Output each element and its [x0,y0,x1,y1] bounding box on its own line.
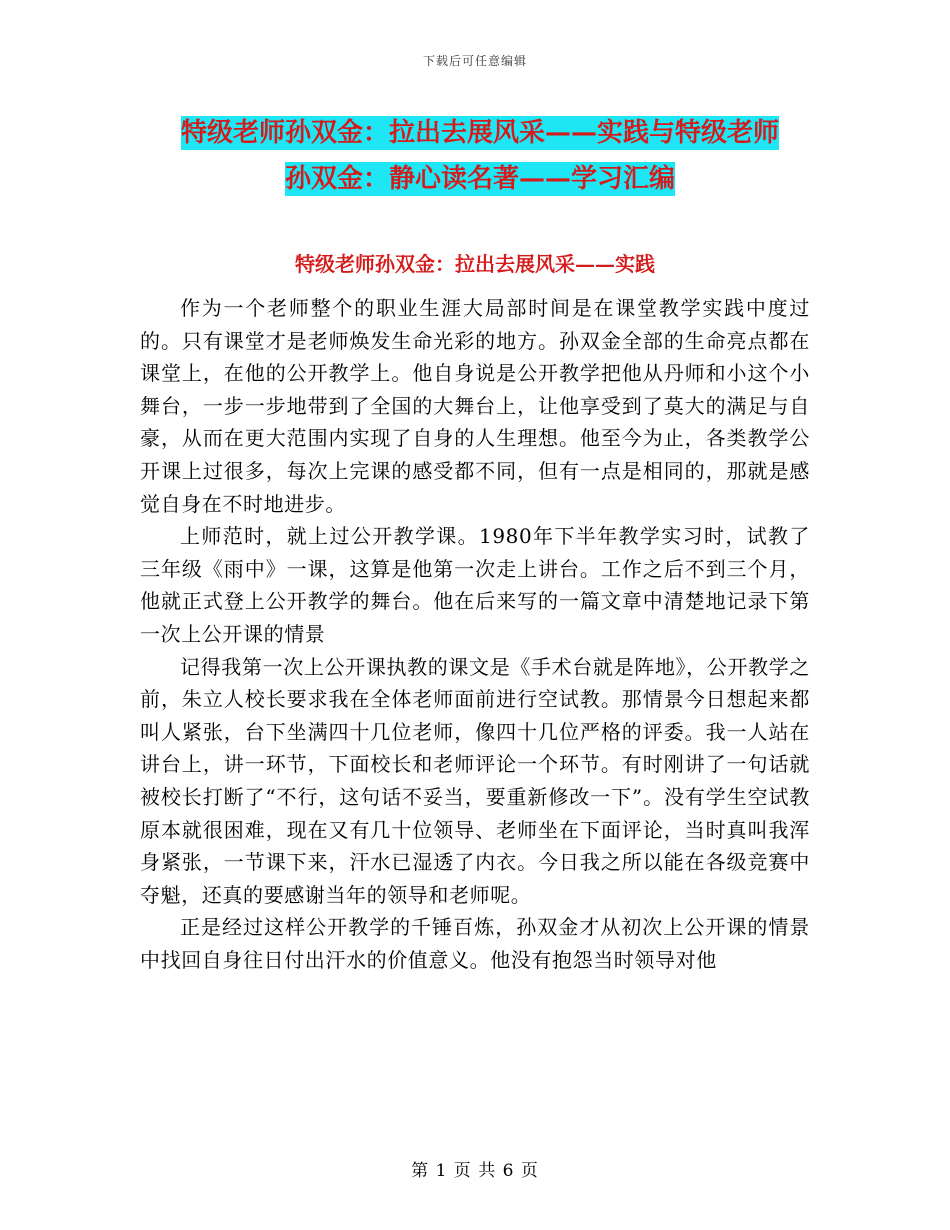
paragraph: 上师范时，就上过公开教学课。1980年下半年教学实习时，试教了三年级《雨中》一课，这算是他第一次走上讲台。工作之后不到三个月，他就正式登上公开教学的舞台。他在后来写的一篇文章中清楚地记录下第一次上公开课的情景 [140,524,810,646]
page-number: 第 1 页 共 6 页 [411,1161,539,1181]
page-header-note: 下载后可任意编辑 [422,54,527,68]
document-title-line-2: 孙双金：静心读名著——学习汇编 [284,164,675,194]
paragraph: 记得我第一次上公开课执教的课文是《手术台就是阵地》，公开教学之前，朱立人校长要求我在全体老师面前进行空试教。那情景今日想起来都叫人紧张，台下坐满四十几位老师，像四十几位严格的评委。我一人站在讲台上，讲一环节，下面校长和老师评论一个环节。有时刚讲了一句话就被校长打断了“不行，这句话不妥当，要重新修改一下”。没有学生空试教原本就很困难，现在又有几十位领导、老师坐在下面评论，当时真叫我浑身紧张，一节课下来，汗水已湿透了内衣。今日我之所以能在各级竞赛中夺魁，还真的要感谢当年的领导和老师呢。 [140,654,810,907]
article-body [140,292,810,976]
paragraph: 作为一个老师整个的职业生涯大局部时间是在课堂教学实践中度过的。只有课堂才是老师焕发生命光彩的地方。孙双金全部的生命亮点都在课堂上，在他的公开教学上。他自身说是公开教学把他从丹师和小这个小舞台，一步一步地带到了全国的大舞台上，让他享受到了莫大的满足与自豪，从而在更大范围内实现了自身的人生理想。他至今为止，各类教学公开课上过很多，每次上完课的感受都不同，但有一点是相同的，那就是感觉自身在不时地进步。 [140,296,810,516]
section-heading: 特级老师孙双金：拉出去展风采——实践 [295,252,655,276]
document-title-line-1: 特级老师孙双金：拉出去展风采——实践与特级老师 [180,118,779,148]
document-title [150,110,810,202]
paragraph: 正是经过这样公开教学的千锤百炼，孙双金才从初次上公开课的情景中找回自身往日付出汗水的价值意义。他没有抱怨当时领导对他 [140,915,810,972]
